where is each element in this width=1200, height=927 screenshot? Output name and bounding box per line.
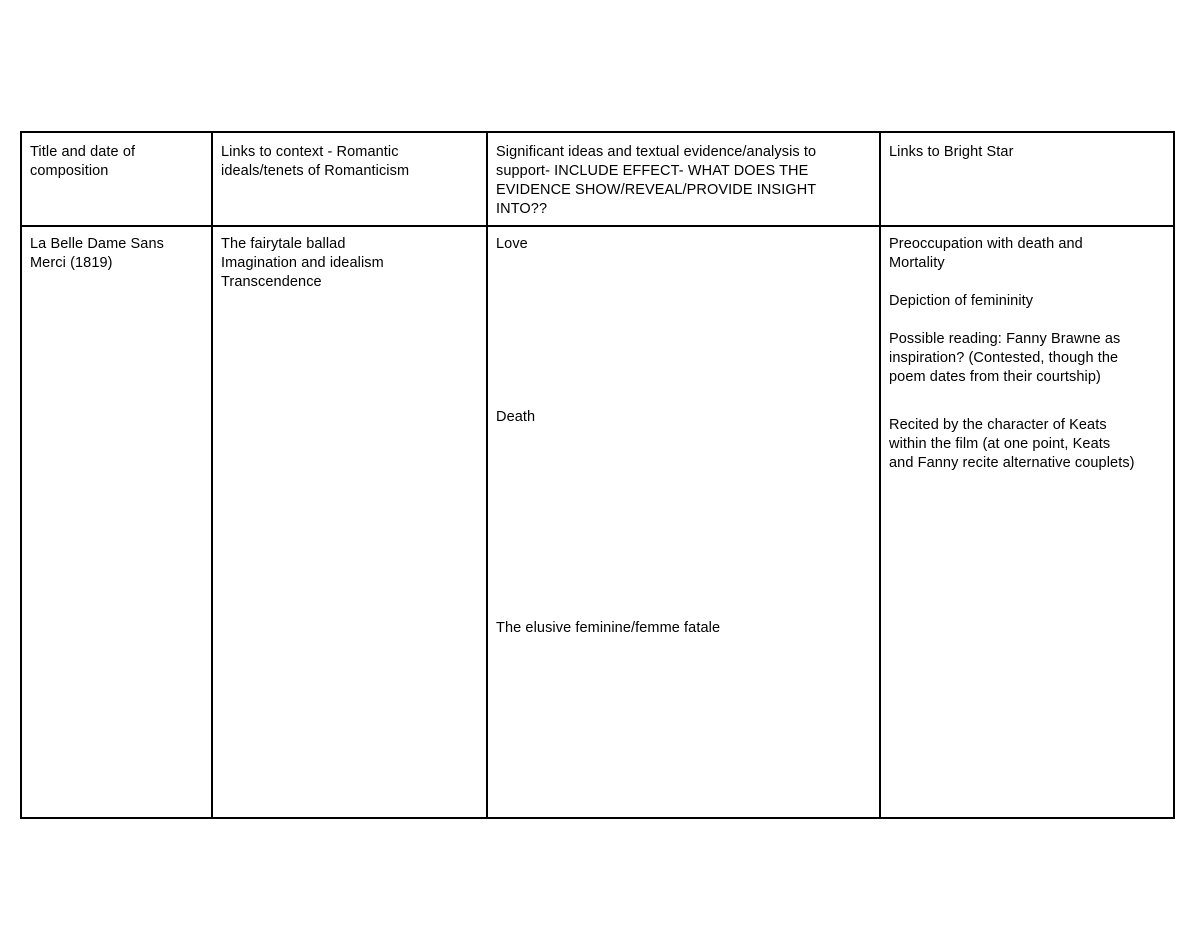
idea-feminine: The elusive feminine/femme fatale: [496, 620, 721, 636]
link-item-femininity: Depiction of femininity: [889, 293, 1034, 309]
table-header-row: [21, 132, 1174, 226]
links-container: [881, 227, 1173, 473]
cell-links: [880, 226, 1174, 818]
table-row: [21, 226, 1174, 818]
ideas-container: [488, 227, 879, 817]
header-cell-links: [880, 132, 1174, 226]
idea-death: Death: [496, 409, 536, 425]
poem-title: La Belle Dame Sans Merci (1819): [30, 236, 164, 271]
cell-title: [21, 226, 212, 818]
header-links: Links to Bright Star: [889, 144, 1014, 160]
header-context: Links to context - Romantic ideals/tenets of Romanticism: [221, 144, 410, 179]
header-ideas: Significant ideas and textual evidence/analysis to support- INCLUDE EFFECT- WHAT DOES THE EVIDENCE SHOW/REVEAL/PROVIDE INSIGHT INTO??: [496, 144, 817, 217]
header-cell-ideas: [487, 132, 880, 226]
cell-context: [212, 226, 487, 818]
header-title-date: Title and date of composition: [30, 144, 136, 179]
link-item-recited: Recited by the character of Keats within the film (at one point, Keats and Fanny recite alternative couplets): [889, 417, 1135, 471]
header-cell-context: [212, 132, 487, 226]
analysis-table: [20, 131, 1175, 819]
link-item-death: Preoccupation with death and Mortality: [889, 236, 1083, 271]
header-cell-title: [21, 132, 212, 226]
cell-ideas: [487, 226, 880, 818]
idea-love: Love: [496, 236, 528, 252]
context-text: The fairytale ballad Imagination and idealism Transcendence: [221, 236, 384, 290]
link-item-fanny: Possible reading: Fanny Brawne as inspiration? (Contested, though the poem dates from their courtship): [889, 331, 1121, 385]
